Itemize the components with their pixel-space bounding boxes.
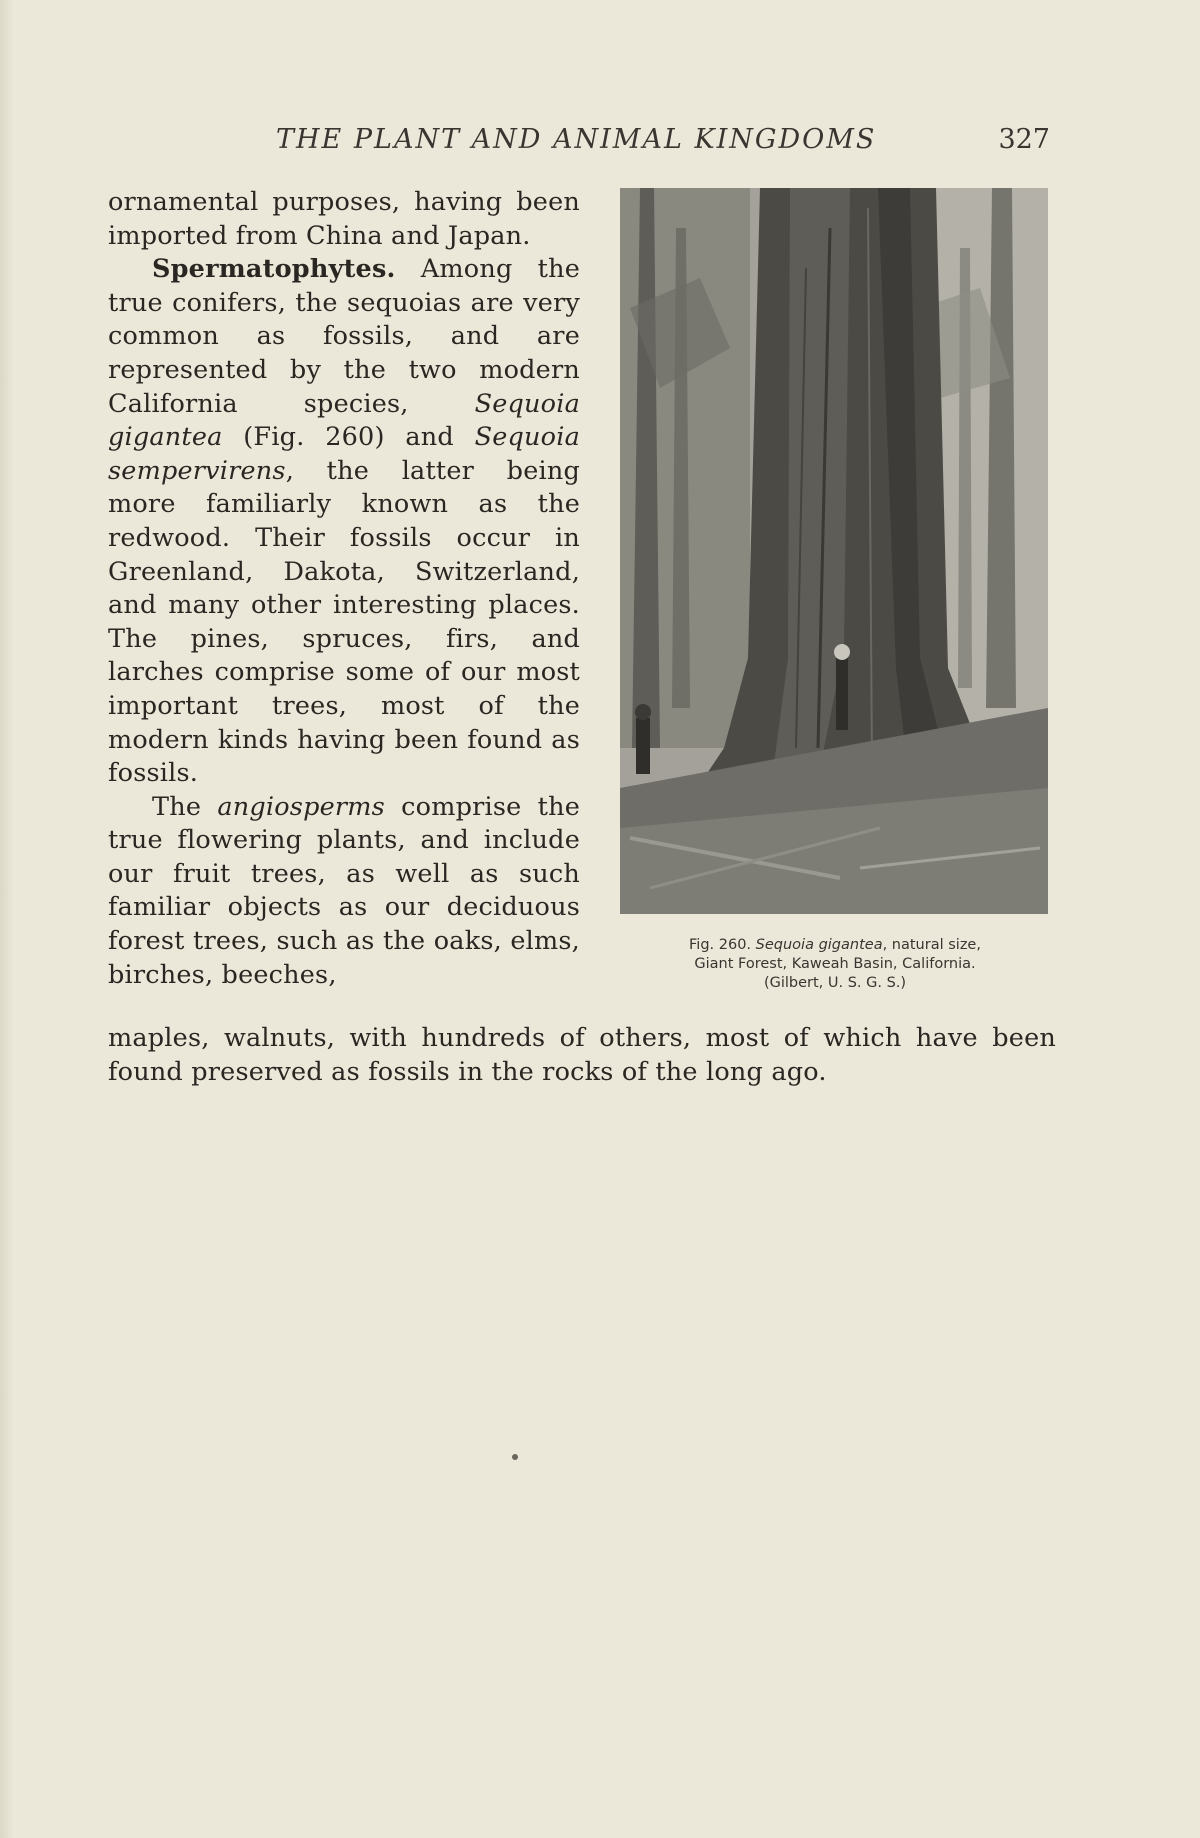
page-number: 327 (998, 124, 1050, 155)
caption-species: Sequoia gigantea (755, 937, 883, 953)
term-angiosperms: angiosperms (217, 791, 385, 822)
text-column (108, 186, 580, 992)
text-span: comprise the true flowering plants, and include our fruit trees, as well as such familiar objects as our deciduous forest trees, such as the oaks, elms, birches, beeches, (108, 791, 581, 990)
full-width-text (108, 1022, 1056, 1089)
paragraph-continuation: ornamental purposes, having been imported from China and Japan. (108, 187, 580, 251)
paragraph-spermatophytes (108, 253, 580, 791)
sequoia-photo-illustration (620, 188, 1048, 914)
text-span: (Fig. 260) and (222, 422, 475, 453)
section-heading-spermatophytes: Spermatophytes. (152, 254, 396, 285)
figure-label: Fig. 260. (689, 937, 752, 953)
text-span: , the latter being more familiarly known as the redwood. Their fossils occur in Greenland, Dakota, Switzerland, and many other interesting places. The pines, spruces, firs, and larches comprise some of our most important trees, most of the modern kinds having been found as fossils. (108, 455, 580, 789)
text-span: The (152, 791, 218, 822)
caption-line-3: (Gilbert, U. S. G. S.) (763, 975, 907, 991)
caption-text: , natural size, (882, 937, 981, 953)
running-header (108, 124, 1050, 164)
paragraph-angiosperms (108, 791, 580, 993)
figure-sequoia-photo (620, 188, 1048, 914)
species-name: Sequoia gigantea (108, 388, 580, 453)
running-title: THE PLANT AND ANIMAL KINGDOMS (276, 124, 877, 155)
paper-speck (512, 1454, 518, 1460)
text-span: Among the true conifers, the sequoias are very common as fossils, and are represented by the two modern California species, (108, 254, 580, 419)
page-edge-shadow (0, 0, 14, 1838)
paragraph-angiosperms-continued: maples, walnuts, with hundreds of others, most of which have been found preserved as fossils in the rocks of the long ago. (108, 1023, 1056, 1087)
figure-caption (618, 936, 1052, 993)
caption-line-2: Giant Forest, Kaweah Basin, California. (694, 956, 976, 972)
species-name: Sequoia sempervirens (108, 422, 580, 486)
caption-line-1 (618, 936, 1052, 955)
